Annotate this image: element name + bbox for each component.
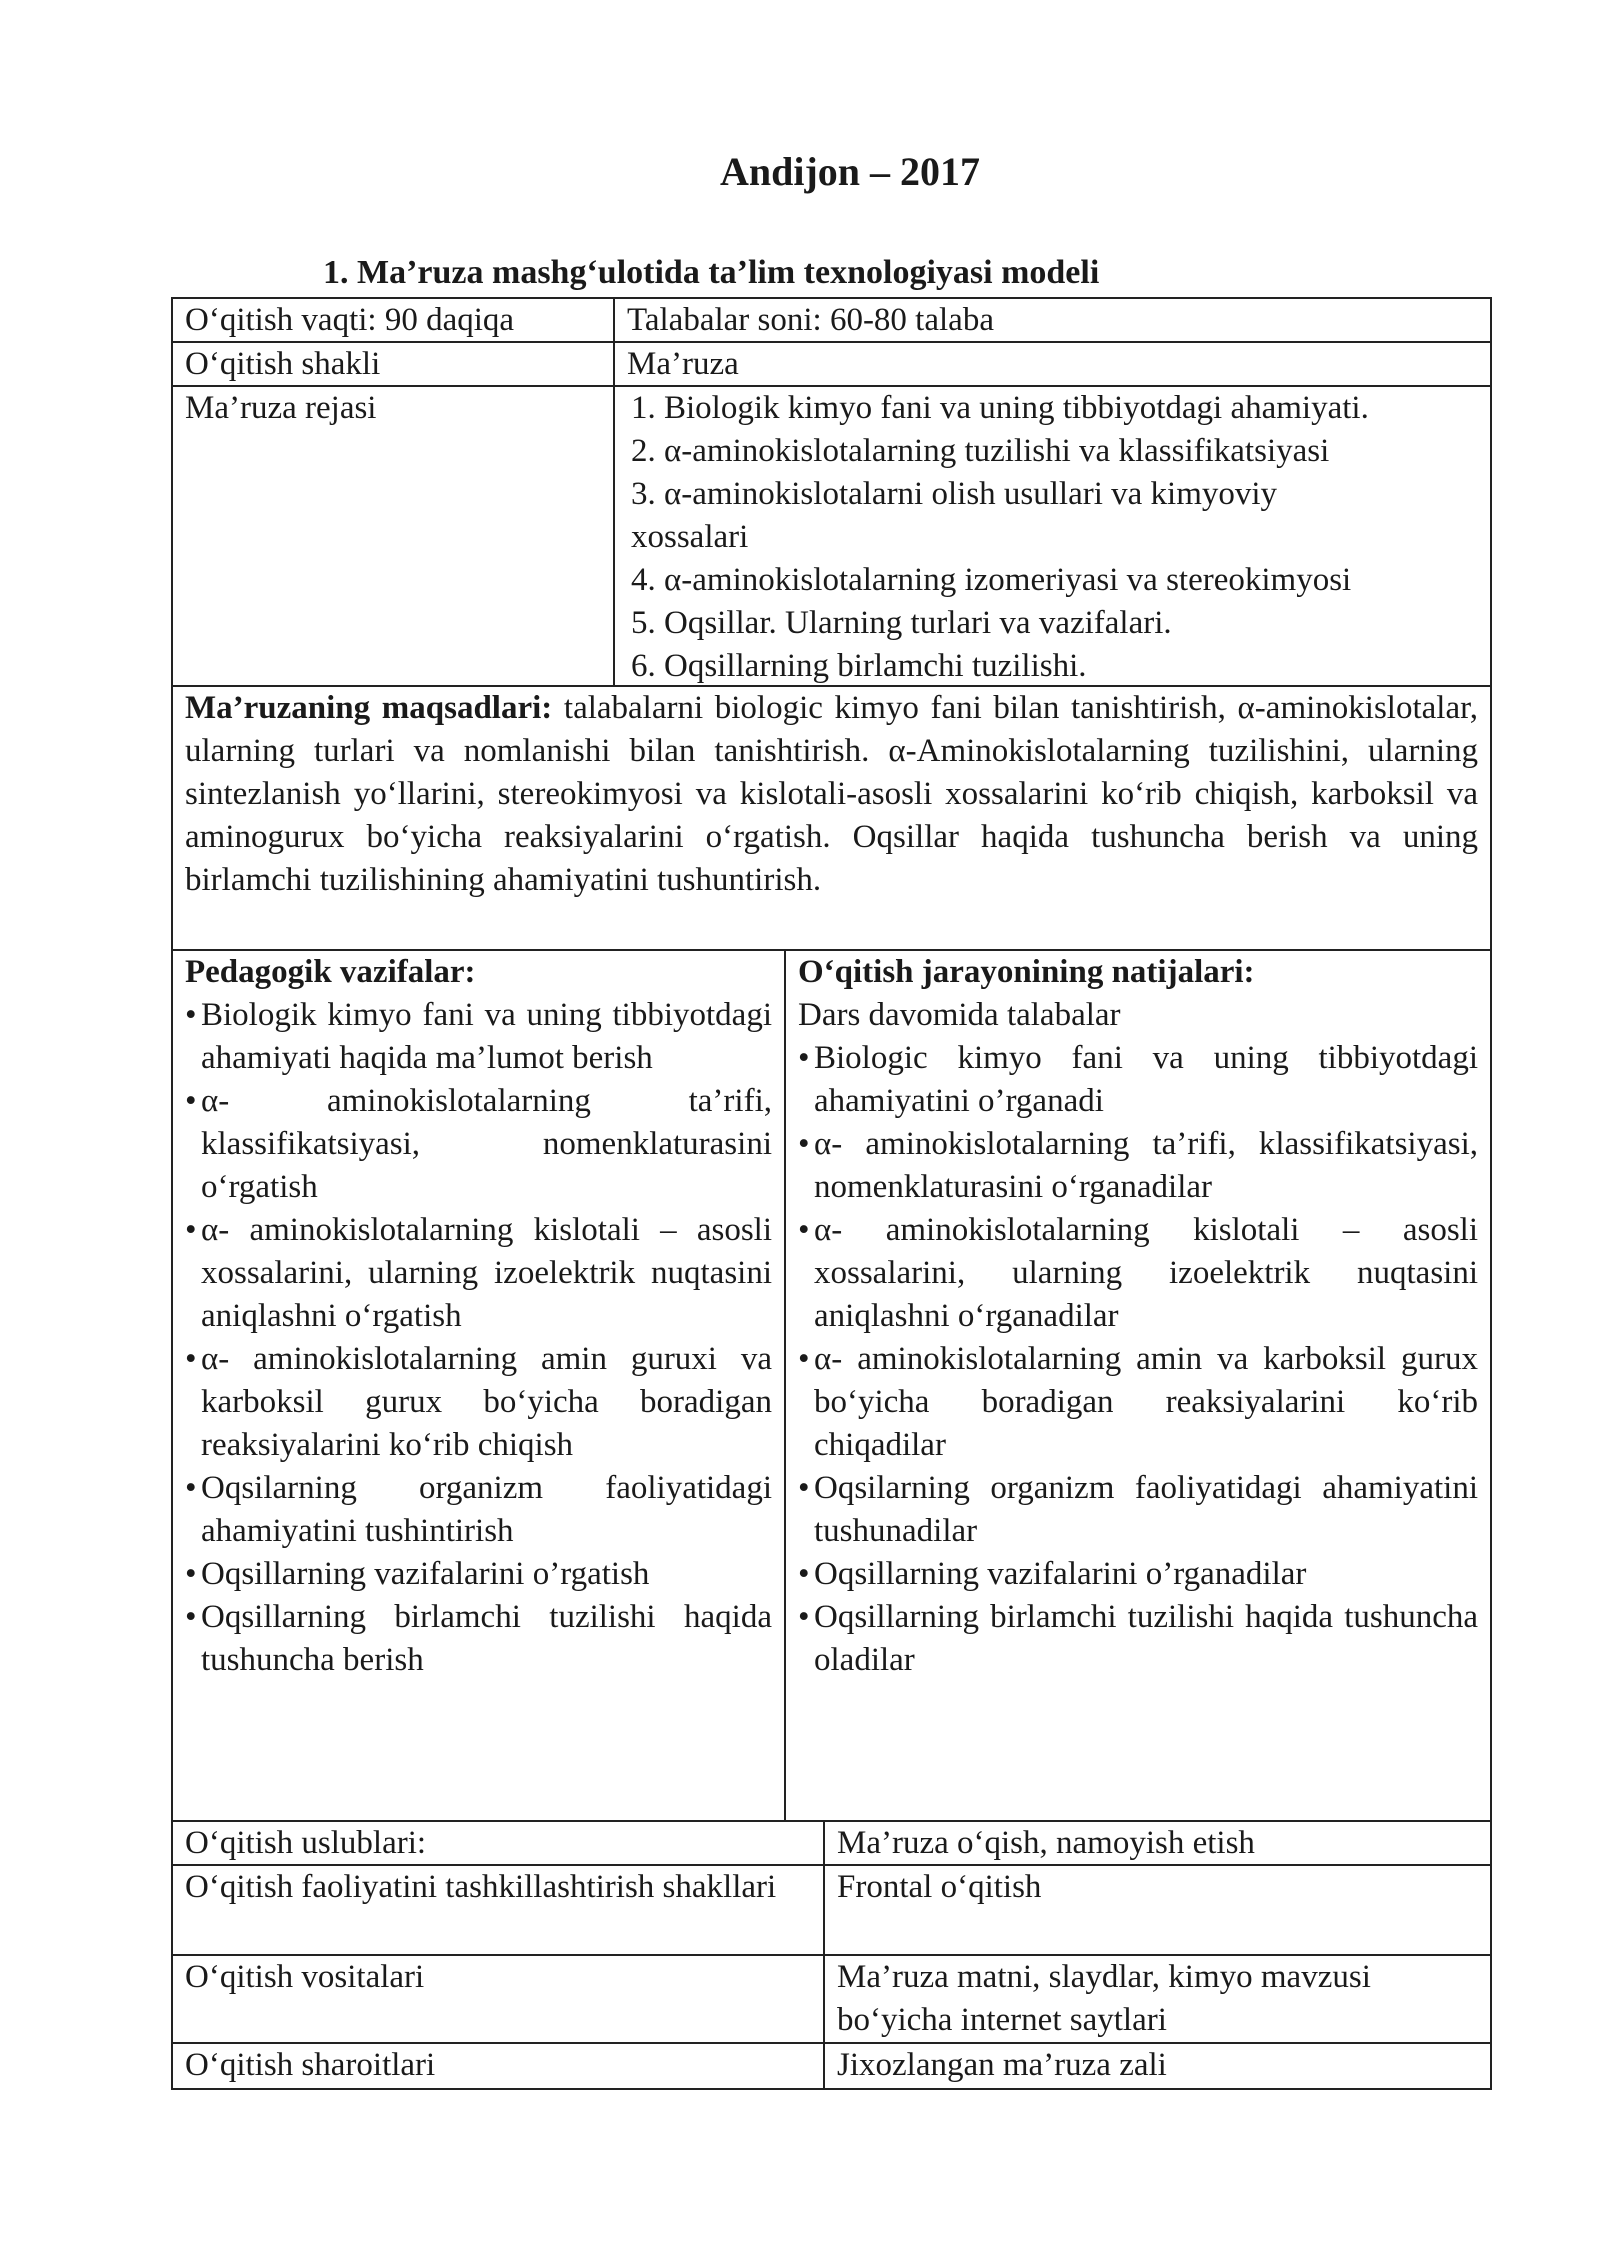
- task-item: • Biologik kimyo fani va uning tibbiyotdagi ahamiyati haqida ma’lumot berish: [185, 994, 772, 1080]
- plan-item: 3. α-aminokislotalarni olish usullari va kimyoviy: [631, 476, 1278, 512]
- organization-value: Frontal o‘qitish: [837, 1869, 1042, 1905]
- section-heading: 1. Ma’ruza mashg‘ulotida ta’lim texnologiyasi modeli: [323, 254, 1100, 291]
- tools-label-cell: [173, 1956, 825, 2042]
- row-plan: [171, 387, 1492, 687]
- page-title: Andijon – 2017: [719, 149, 981, 194]
- tools-value-cell: [825, 1956, 1490, 2042]
- goals-label: Ma’ruzaning maqsadlari:: [185, 690, 553, 726]
- row-tools: [171, 1956, 1492, 2044]
- conditions-label-cell: [173, 2044, 825, 2088]
- goals-text: talabalarni biologic kimyo fani bilan tanishtirish, α-aminokislotalar, ularning turlari va nomlanishi bilan tanishtirish. α-Aminokislotalarning tuzilishini, ularning sintezlanish yo‘llarini, stereokimyosi va kislotali-asosli xossalarini ko‘rib chiqish, karboksil va aminogurux bo‘yicha reaksiyalarini o‘rgatish. Oqsillar haqida tushuncha berish va uning birlamchi tuzilishining ahamiyatini tushuntirish.: [185, 690, 1479, 898]
- result-item: • Oqsilarning organizm faoliyatidagi ahamiyatini tushunadilar: [798, 1467, 1478, 1553]
- row-tasks-results: [171, 951, 1492, 1822]
- conditions-value-cell: [825, 2044, 1490, 2088]
- methods-label-cell: [173, 1822, 825, 1864]
- plan-label: Ma’ruza rejasi: [185, 390, 377, 426]
- plan-list: [615, 387, 1490, 685]
- form-value: Ma’ruza: [627, 346, 739, 382]
- result-item: • Oqsillarning vazifalarini o’rganadilar: [798, 1553, 1478, 1596]
- conditions-label: O‘qitish sharoitlari: [185, 2047, 436, 2083]
- methods-value: Ma’ruza o‘qish, namoyish etish: [837, 1825, 1255, 1861]
- methods-label: O‘qitish uslublari:: [185, 1825, 427, 1861]
- result-item: • α- aminokislotalarning ta’rifi, klassifikatsiyasi, nomenklaturasini o‘rganadilar: [798, 1123, 1478, 1209]
- plan-item: 6. Oqsillarning birlamchi tuzilishi.: [631, 648, 1087, 684]
- task-item: • Oqsillarning birlamchi tuzilishi haqida tushuncha berish: [185, 1596, 772, 1682]
- tools-value: Ma’ruza matni, slaydlar, kimyo mavzusi bo‘yicha internet saytlari: [837, 1959, 1371, 2038]
- plan-item: xossalari: [631, 519, 749, 555]
- time-value: Talabalar soni: 60-80 talaba: [627, 302, 994, 338]
- task-item: • α- aminokislotalarning amin guruxi va karboksil gurux bo‘yicha boradigan reaksiyalarini ko‘rib chiqish: [185, 1338, 772, 1467]
- row-form: [171, 343, 1492, 387]
- result-item: • α- aminokislotalarning amin va karboksil gurux bo‘yicha boradigan reaksiyalarini ko‘rib chiqadilar: [798, 1338, 1478, 1467]
- plan-item: 5. Oqsillar. Ularning turlari va vazifalari.: [631, 605, 1172, 641]
- methods-value-cell: [825, 1822, 1490, 1864]
- task-item: • α- aminokislotalarning ta’rifi, klassifikatsiyasi, nomenklaturasini o‘rgatish: [185, 1080, 772, 1209]
- results-cell: [786, 951, 1490, 1820]
- row-goals: [171, 687, 1492, 951]
- results-intro: Dars davomida talabalar: [798, 997, 1121, 1033]
- task-item: • Oqsillarning vazifalarini o’rgatish: [185, 1553, 772, 1596]
- plan-item: 2. α-aminokislotalarning tuzilishi va klassifikatsiyasi: [631, 433, 1330, 469]
- form-label-cell: [173, 343, 615, 385]
- plan-item: 4. α-aminokislotalarning izomeriyasi va stereokimyosi: [631, 562, 1352, 598]
- form-label: O‘qitish shakli: [185, 346, 381, 382]
- row-conditions: [171, 2044, 1492, 2090]
- result-item: • α- aminokislotalarning kislotali – asosli xossalarini, ularning izoelektrik nuqtasini aniqlashni o‘rganadilar: [798, 1209, 1478, 1338]
- row-time: [171, 297, 1492, 343]
- conditions-value: Jixozlangan ma’ruza zali: [837, 2047, 1167, 2083]
- row-methods: [171, 1822, 1492, 1866]
- result-item: • Biologic kimyo fani va uning tibbiyotdagi ahamiyatini o’rganadi: [798, 1037, 1478, 1123]
- results-heading: O‘qitish jarayonining natijalari:: [798, 954, 1255, 990]
- time-label: O‘qitish vaqti: 90 daqiqa: [185, 302, 515, 338]
- tools-label: O‘qitish vositalari: [185, 1959, 425, 1995]
- plan-label-cell: [173, 387, 615, 685]
- result-item: • Oqsillarning birlamchi tuzilishi haqida tushuncha oladilar: [798, 1596, 1478, 1682]
- task-item: • Oqsilarning organizm faoliyatidagi ahamiyatini tushintirish: [185, 1467, 772, 1553]
- tasks-cell: [173, 951, 786, 1820]
- time-value-cell: [615, 299, 1490, 341]
- tasks-heading: Pedagogik vazifalar:: [185, 954, 476, 990]
- organization-label-cell: [173, 1866, 825, 1954]
- goals-paragraph: [173, 687, 1490, 902]
- row-organization: [171, 1866, 1492, 1956]
- plan-item: 1. Biologik kimyo fani va uning tibbiyotdagi ahamiyati.: [631, 390, 1369, 426]
- form-value-cell: [615, 343, 1490, 385]
- time-label-cell: [173, 299, 615, 341]
- organization-value-cell: [825, 1866, 1490, 1954]
- organization-label: O‘qitish faoliyatini tashkillashtirish shakllari: [185, 1869, 777, 1905]
- task-item: • α- aminokislotalarning kislotali – asosli xossalarini, ularning izoelektrik nuqtasini aniqlashni o‘rgatish: [185, 1209, 772, 1338]
